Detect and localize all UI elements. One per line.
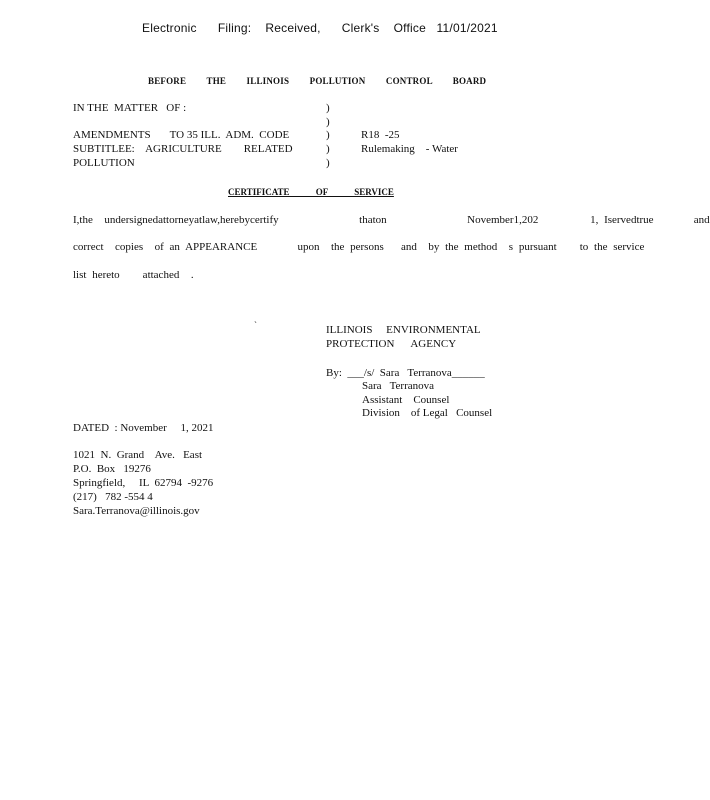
- signature-name: Sara Terranova: [362, 380, 435, 392]
- email-address: Sara.Terranova@illinois.gov: [73, 505, 200, 517]
- board-title: BEFORE THE ILLINOIS POLLUTION CONTROL BOARD: [148, 76, 487, 86]
- body-line: I,the undersignedattorneyatlaw,herebycertify thaton November1,202 1, Iservedtrue and: [73, 214, 710, 226]
- caption-paren: ): [326, 129, 330, 141]
- caption-subtitle: SUBTITLEE: AGRICULTURE RELATED: [73, 143, 293, 155]
- caption-paren: ): [326, 157, 330, 169]
- signature-org-line1: ILLINOIS ENVIRONMENTAL: [326, 324, 481, 336]
- address-line: 1021 N. Grand Ave. East: [73, 449, 203, 461]
- address-line: (217) 782 -554 4: [73, 491, 153, 503]
- stray-mark: `: [254, 320, 257, 330]
- caption-matter: IN THE MATTER OF :: [73, 102, 187, 114]
- dated-line: DATED : November 1, 2021: [73, 422, 214, 434]
- certificate-title: CERTIFICATE OF SERVICE: [228, 187, 394, 197]
- address-line: P.O. Box 19276: [73, 463, 151, 475]
- caption-amendments: AMENDMENTS TO 35 ILL. ADM. CODE: [73, 129, 290, 141]
- rulemaking-type: Rulemaking - Water: [361, 143, 458, 155]
- signature-by-line: By: ___/s/ Sara Terranova______: [326, 367, 485, 379]
- caption-paren: ): [326, 116, 330, 128]
- caption-paren: ): [326, 102, 330, 114]
- docket-number: R18 -25: [361, 129, 400, 141]
- address-line: Springfield, IL 62794 -9276: [73, 477, 214, 489]
- caption-paren: ): [326, 143, 330, 155]
- signature-division: Division of Legal Counsel: [362, 407, 493, 419]
- signature-org-line2: PROTECTION AGENCY: [326, 338, 457, 350]
- body-line: list hereto attached .: [73, 269, 194, 281]
- caption-pollution: POLLUTION: [73, 157, 135, 169]
- body-line: correct copies of an APPEARANCE upon the persons and by the method s pursuant to the service: [73, 241, 645, 253]
- signature-title: Assistant Counsel: [362, 394, 450, 406]
- filing-header: Electronic Filing: Received, Clerk's Office 11/01/2021: [142, 21, 498, 35]
